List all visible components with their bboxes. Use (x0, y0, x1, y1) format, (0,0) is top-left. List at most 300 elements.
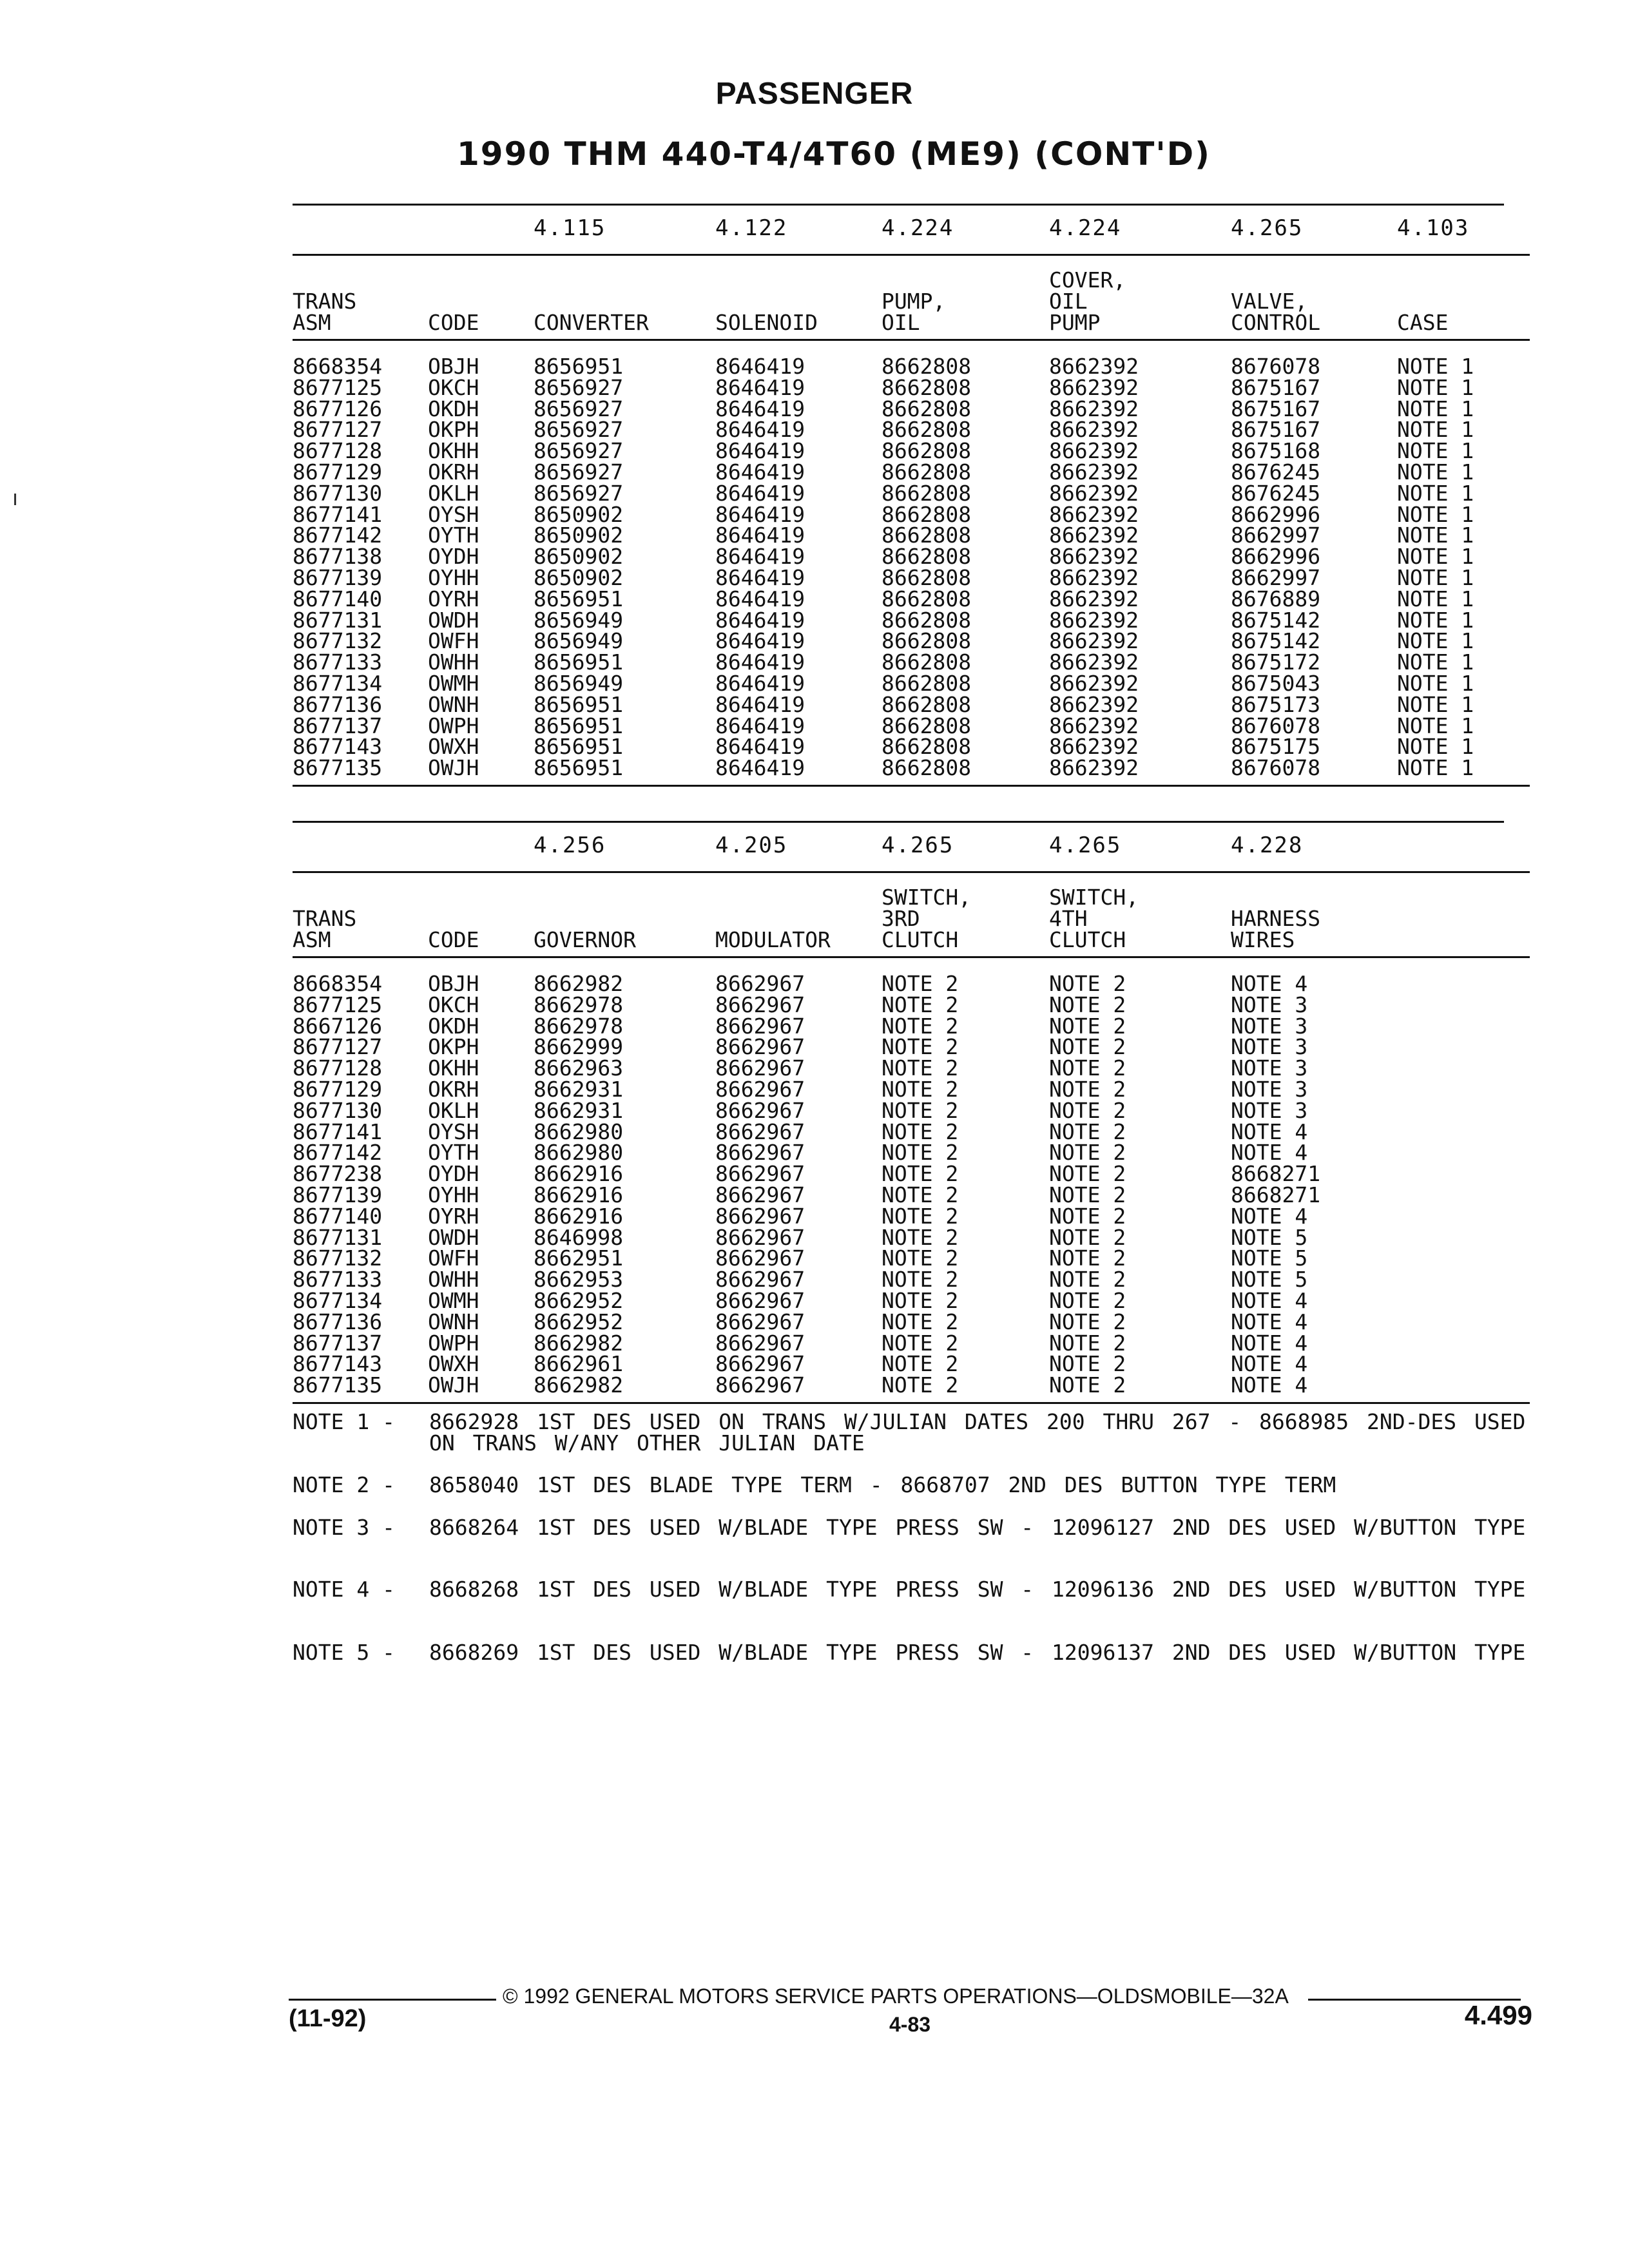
table-cell: 8662967 (715, 1014, 805, 1039)
table-cell: 8677140 (293, 1204, 383, 1229)
table-cell: 8650902 (534, 523, 624, 548)
table-cell: 8646419 (715, 544, 805, 569)
table-cell: 8662808 (882, 586, 972, 611)
column-header: CLUTCH (882, 927, 959, 952)
table-cell: NOTE 5 (1231, 1267, 1308, 1292)
table-cell: 8677143 (293, 1351, 383, 1376)
table-cell: 8675142 (1231, 608, 1321, 633)
table-cell: 8675172 (1231, 649, 1321, 675)
table-cell: OWNH (428, 1309, 479, 1334)
table-cell: 8646419 (715, 481, 805, 506)
table-cell: 8677129 (293, 1077, 383, 1102)
table-cell: NOTE 1 (1397, 649, 1474, 675)
table-cell: 8662967 (715, 1077, 805, 1102)
table-cell: 8662967 (715, 1331, 805, 1356)
table-cell: 8675142 (1231, 628, 1321, 653)
table-cell: NOTE 1 (1397, 628, 1474, 653)
table-cell: 8656927 (534, 375, 624, 400)
section-number-cell: 4.205 (715, 832, 788, 858)
table-cell: NOTE 2 (882, 1119, 959, 1144)
table-cell: 8662967 (715, 1372, 805, 1398)
table-cell: 8646419 (715, 713, 805, 738)
table-cell: 8676078 (1231, 713, 1321, 738)
table-cell: NOTE 2 (1049, 1204, 1126, 1229)
table-cell: NOTE 4 (1231, 1119, 1308, 1144)
table-cell: OKLH (428, 481, 479, 506)
footnote-label: NOTE 1 - (293, 1409, 395, 1434)
table-cell: NOTE 1 (1397, 755, 1474, 780)
table-rule (293, 1402, 1530, 1404)
table-cell: 8662392 (1049, 755, 1139, 780)
table-cell: 8662808 (882, 692, 972, 717)
table-cell: NOTE 2 (1049, 1140, 1126, 1165)
table-cell: 8646419 (715, 586, 805, 611)
table-cell: 8662392 (1049, 417, 1139, 442)
table-rule (293, 871, 1530, 873)
table-cell: NOTE 1 (1397, 459, 1474, 485)
table-cell: 8662967 (715, 992, 805, 1017)
table-cell: 8662392 (1049, 438, 1139, 463)
table-cell: 8677134 (293, 671, 383, 696)
table-cell: 8662392 (1049, 354, 1139, 379)
table-cell: 8662808 (882, 438, 972, 463)
table-cell: 8662808 (882, 713, 972, 738)
table-cell: NOTE 1 (1397, 692, 1474, 717)
table-cell: OWJH (428, 755, 479, 780)
table-cell: NOTE 1 (1397, 734, 1474, 759)
section-number-cell: 4.224 (882, 215, 954, 241)
table-cell: 8662982 (534, 1372, 624, 1398)
column-header: CODE (428, 927, 479, 952)
table-cell: 8662808 (882, 502, 972, 527)
table-cell: 8677134 (293, 1288, 383, 1313)
table-cell: NOTE 2 (882, 1098, 959, 1123)
footnote-text: 8658040 1ST DES BLADE TYPE TERM - 8668707 2ND DES BUTTON TYPE TERM (429, 1472, 1336, 1497)
table-cell: OWJH (428, 1372, 479, 1398)
table-cell: NOTE 2 (1049, 1245, 1126, 1271)
table-cell: 8676078 (1231, 755, 1321, 780)
table-cell: OWDH (428, 608, 479, 633)
table-cell: 8662916 (534, 1182, 624, 1207)
table-cell: 8662967 (715, 1309, 805, 1334)
table-cell: 8662967 (715, 1225, 805, 1250)
column-header: CLUTCH (1049, 927, 1126, 952)
table-cell: NOTE 2 (882, 1034, 959, 1059)
table-cell: 8662808 (882, 375, 972, 400)
table-cell: NOTE 2 (1049, 1225, 1126, 1250)
column-header: 4TH (1049, 906, 1088, 931)
table-cell: 8677143 (293, 734, 383, 759)
table-cell: 8646419 (715, 671, 805, 696)
table-cell: NOTE 2 (882, 971, 959, 996)
table-cell: OKDH (428, 1014, 479, 1039)
table-cell: 8677133 (293, 649, 383, 675)
table-cell: 8662967 (715, 971, 805, 996)
table-cell: 8662392 (1049, 586, 1139, 611)
table-cell: 8677129 (293, 459, 383, 485)
section-number-cell: 4.224 (1049, 215, 1122, 241)
table-cell: 8677141 (293, 1119, 383, 1144)
table-rule (293, 956, 1530, 958)
scan-mark (14, 494, 16, 505)
table-cell: OWPH (428, 713, 479, 738)
table-cell: 8662999 (534, 1034, 624, 1059)
column-header: SOLENOID (715, 310, 818, 335)
column-header: OIL (882, 310, 920, 335)
table-cell: 8667126 (293, 1014, 383, 1039)
table-cell: 8668271 (1231, 1182, 1321, 1207)
table-cell: 8677126 (293, 396, 383, 421)
table-cell: NOTE 2 (882, 1182, 959, 1207)
table-cell: 8675173 (1231, 692, 1321, 717)
table-cell: 8656951 (534, 692, 624, 717)
table-cell: 8677139 (293, 1182, 383, 1207)
table-cell: 8677142 (293, 1140, 383, 1165)
table-cell: 8677127 (293, 417, 383, 442)
footnote-text: 8668264 1ST DES USED W/BLADE TYPE PRESS SW - 12096127 2ND DES USED W/BUTTON TYPE (429, 1515, 1526, 1540)
table-cell: NOTE 2 (882, 1225, 959, 1250)
table-cell: NOTE 2 (1049, 1331, 1126, 1356)
table-cell: 8662392 (1049, 628, 1139, 653)
table-cell: 8662982 (534, 971, 624, 996)
table-cell: NOTE 1 (1397, 586, 1474, 611)
table-cell: 8676245 (1231, 481, 1321, 506)
section-number-cell: 4.122 (715, 215, 788, 241)
table-cell: 8677125 (293, 375, 383, 400)
table-cell: 8677142 (293, 523, 383, 548)
table-cell: 8662967 (715, 1098, 805, 1123)
table-cell: 8646419 (715, 608, 805, 633)
table-cell: 8675167 (1231, 417, 1321, 442)
table-cell: 8646419 (715, 628, 805, 653)
table-cell: OKRH (428, 459, 479, 485)
table-cell: 8656951 (534, 354, 624, 379)
table-cell: 8646419 (715, 502, 805, 527)
table-rule (293, 785, 1530, 787)
table-cell: 8662808 (882, 481, 972, 506)
table-cell: 8662808 (882, 734, 972, 759)
table-cell: NOTE 1 (1397, 671, 1474, 696)
table-cell: 8677132 (293, 1245, 383, 1271)
table-cell: NOTE 2 (1049, 1288, 1126, 1313)
table-cell: 8662392 (1049, 481, 1139, 506)
table-cell: 8662392 (1049, 375, 1139, 400)
table-cell: NOTE 1 (1397, 565, 1474, 590)
table-cell: NOTE 4 (1231, 1351, 1308, 1376)
table-cell: 8676078 (1231, 354, 1321, 379)
table-cell: 8650902 (534, 565, 624, 590)
table-cell: 8677137 (293, 713, 383, 738)
table-cell: OWNH (428, 692, 479, 717)
table-cell: 8675168 (1231, 438, 1321, 463)
table-cell: 8677139 (293, 565, 383, 590)
table-cell: 8662980 (534, 1119, 624, 1144)
table-cell: OKCH (428, 992, 479, 1017)
page-number: 4-83 (889, 2013, 931, 2036)
table-cell: 8677132 (293, 628, 383, 653)
table-cell: 8662967 (715, 1140, 805, 1165)
table-cell: OYRH (428, 586, 479, 611)
table-cell: 8656951 (534, 713, 624, 738)
column-header: VALVE, (1231, 289, 1308, 314)
table-cell: 8677136 (293, 1309, 383, 1334)
table-cell: NOTE 3 (1231, 1077, 1308, 1102)
table-cell: NOTE 4 (1231, 1372, 1308, 1398)
table-cell: NOTE 1 (1397, 375, 1474, 400)
table-cell: 8662963 (534, 1055, 624, 1081)
table-cell: 8662808 (882, 628, 972, 653)
table-cell: NOTE 1 (1397, 523, 1474, 548)
table-cell: 8662996 (1231, 544, 1321, 569)
table-cell: 8646419 (715, 755, 805, 780)
table-cell: OKHH (428, 1055, 479, 1081)
table-cell: NOTE 2 (1049, 1351, 1126, 1376)
section-number-cell: 4.115 (534, 215, 606, 241)
table-cell: 8662951 (534, 1245, 624, 1271)
footnote-text: 8668268 1ST DES USED W/BLADE TYPE PRESS SW - 12096136 2ND DES USED W/BUTTON TYPE (429, 1577, 1526, 1602)
table-cell: 8662952 (534, 1288, 624, 1313)
table-cell: 8662967 (715, 1119, 805, 1144)
table-cell: 8662392 (1049, 565, 1139, 590)
table-cell: 8662967 (715, 1204, 805, 1229)
table-cell: 8646419 (715, 459, 805, 485)
table-cell: 8646419 (715, 354, 805, 379)
table-cell: 8662808 (882, 396, 972, 421)
column-header: CASE (1397, 310, 1449, 335)
table-cell: 8656951 (534, 734, 624, 759)
table-cell: 8675043 (1231, 671, 1321, 696)
table-cell: 8662808 (882, 417, 972, 442)
footnote-text: 8668269 1ST DES USED W/BLADE TYPE PRESS SW - 12096137 2ND DES USED W/BUTTON TYPE (429, 1640, 1526, 1665)
section-number-cell: 4.265 (1231, 215, 1304, 241)
table-cell: 8662808 (882, 755, 972, 780)
table-cell: 8662392 (1049, 459, 1139, 485)
table-cell: NOTE 3 (1231, 1014, 1308, 1039)
table-cell: 8662997 (1231, 523, 1321, 548)
table-cell: 8662808 (882, 649, 972, 675)
column-header: ASM (293, 927, 331, 952)
footnote-label: NOTE 5 - (293, 1640, 395, 1665)
table-cell: NOTE 1 (1397, 481, 1474, 506)
table-cell: 8656927 (534, 417, 624, 442)
table-cell: NOTE 2 (882, 1055, 959, 1081)
table-cell: NOTE 4 (1231, 1140, 1308, 1165)
column-header: 3RD (882, 906, 920, 931)
table-cell: 8677127 (293, 1034, 383, 1059)
table-cell: 8668354 (293, 971, 383, 996)
table-cell: NOTE 4 (1231, 1309, 1308, 1334)
table-cell: NOTE 3 (1231, 992, 1308, 1017)
table-cell: 8677128 (293, 1055, 383, 1081)
table-cell: OBJH (428, 971, 479, 996)
table-cell: 8675175 (1231, 734, 1321, 759)
table-cell: OWMH (428, 1288, 479, 1313)
table-cell: 8656951 (534, 586, 624, 611)
table-cell: OWHH (428, 1267, 479, 1292)
table-cell: 8662392 (1049, 713, 1139, 738)
column-header: HARNESS (1231, 906, 1321, 931)
section-number-cell: 4.228 (1231, 832, 1304, 858)
column-header: OIL (1049, 289, 1088, 314)
table-cell: NOTE 5 (1231, 1225, 1308, 1250)
column-header: CONTROL (1231, 310, 1321, 335)
table-cell: 8662997 (1231, 565, 1321, 590)
table-cell: NOTE 2 (882, 1372, 959, 1398)
table-cell: NOTE 2 (882, 1288, 959, 1313)
footnote-text: 8662928 1ST DES USED ON TRANS W/JULIAN DATES 200 THRU 267 - 8668985 2ND-DES USED ON TRANS W/ANY OTHER JULIAN DATE (429, 1409, 1526, 1456)
table-cell: OYDH (428, 1161, 479, 1186)
column-header: TRANS (293, 289, 357, 314)
table-cell: 8668271 (1231, 1161, 1321, 1186)
table-cell: 8677140 (293, 586, 383, 611)
table-cell: NOTE 2 (882, 1077, 959, 1102)
page-subtitle: 1990 THM 440-T4/4T60 (ME9) (CONT'D) (457, 135, 1211, 173)
table-cell: OYSH (428, 1119, 479, 1144)
column-header: SWITCH, (882, 885, 972, 910)
section-number-cell: 4.265 (882, 832, 954, 858)
table-cell: NOTE 2 (882, 1140, 959, 1165)
table-cell: OWPH (428, 1331, 479, 1356)
footer-rule-left (289, 1999, 496, 2001)
table-cell: 8677131 (293, 608, 383, 633)
table-cell: 8662392 (1049, 396, 1139, 421)
column-header: ASM (293, 310, 331, 335)
table-cell: 8646419 (715, 396, 805, 421)
table-cell: OKPH (428, 1034, 479, 1059)
table-rule (293, 339, 1530, 341)
table-cell: NOTE 2 (882, 1267, 959, 1292)
table-cell: NOTE 1 (1397, 417, 1474, 442)
table-cell: NOTE 2 (1049, 1119, 1126, 1144)
table-cell: 8677131 (293, 1225, 383, 1250)
table-cell: 8662967 (715, 1288, 805, 1313)
table-cell: 8662982 (534, 1331, 624, 1356)
footnote-label: NOTE 3 - (293, 1515, 395, 1540)
table-cell: 8646998 (534, 1225, 624, 1250)
table-cell: OWMH (428, 671, 479, 696)
table-cell: NOTE 2 (1049, 1014, 1126, 1039)
table-cell: 8668354 (293, 354, 383, 379)
table-cell: 8677137 (293, 1331, 383, 1356)
column-header: SWITCH, (1049, 885, 1139, 910)
table-cell: NOTE 3 (1231, 1098, 1308, 1123)
column-header: PUMP (1049, 310, 1101, 335)
table-cell: OKCH (428, 375, 479, 400)
table-cell: 8662916 (534, 1204, 624, 1229)
table-cell: 8662952 (534, 1309, 624, 1334)
section-number: 4.499 (1464, 2000, 1532, 2030)
table-cell: 8662967 (715, 1034, 805, 1059)
table-rule (293, 254, 1530, 256)
table-rule (293, 821, 1504, 823)
section-number-cell: 4.265 (1049, 832, 1122, 858)
copyright-text: © 1992 GENERAL MOTORS SERVICE PARTS OPERATIONS—OLDSMOBILE—32A (503, 1984, 1289, 2008)
table-cell: NOTE 2 (1049, 1077, 1126, 1102)
table-cell: 8662392 (1049, 734, 1139, 759)
table-cell: 8662931 (534, 1077, 624, 1102)
table-cell: 8646419 (715, 523, 805, 548)
table-cell: 8677135 (293, 755, 383, 780)
table-cell: OKRH (428, 1077, 479, 1102)
column-header: MODULATOR (715, 927, 831, 952)
table-cell: 8656949 (534, 628, 624, 653)
table-cell: OYDH (428, 544, 479, 569)
column-header: WIRES (1231, 927, 1295, 952)
table-cell: NOTE 2 (1049, 992, 1126, 1017)
table-cell: 8677135 (293, 1372, 383, 1398)
table-cell: 8662967 (715, 1267, 805, 1292)
table-rule (293, 204, 1504, 206)
table-cell: 8662392 (1049, 544, 1139, 569)
table-cell: 8662808 (882, 608, 972, 633)
table-cell: NOTE 1 (1397, 396, 1474, 421)
table-cell: 8656951 (534, 755, 624, 780)
table-cell: NOTE 2 (1049, 1055, 1126, 1081)
table-cell: 8677133 (293, 1267, 383, 1292)
table-cell: 8662392 (1049, 671, 1139, 696)
table-cell: 8650902 (534, 502, 624, 527)
table-cell: NOTE 2 (1049, 1309, 1126, 1334)
column-header: GOVERNOR (534, 927, 636, 952)
table-cell: OYTH (428, 1140, 479, 1165)
table-cell: NOTE 1 (1397, 608, 1474, 633)
table-cell: 8650902 (534, 544, 624, 569)
table-cell: 8662808 (882, 459, 972, 485)
table-cell: NOTE 4 (1231, 1331, 1308, 1356)
parts-table-1 (293, 204, 1530, 796)
column-header: PUMP, (882, 289, 946, 314)
table-cell: NOTE 2 (882, 1245, 959, 1271)
table-cell: NOTE 2 (1049, 1034, 1126, 1059)
table-cell: 8677125 (293, 992, 383, 1017)
table-cell: 8662967 (715, 1351, 805, 1376)
date-code: (11-92) (289, 2005, 367, 2032)
table-cell: 8646419 (715, 565, 805, 590)
table-cell: NOTE 2 (882, 992, 959, 1017)
table-cell: NOTE 5 (1231, 1245, 1308, 1271)
table-cell: NOTE 2 (882, 1204, 959, 1229)
table-cell: 8662978 (534, 1014, 624, 1039)
table-cell: 8662392 (1049, 523, 1139, 548)
table-cell: 8656927 (534, 481, 624, 506)
table-cell: NOTE 3 (1231, 1034, 1308, 1059)
table-cell: 8656949 (534, 671, 624, 696)
table-cell: OWDH (428, 1225, 479, 1250)
table-cell: NOTE 4 (1231, 1288, 1308, 1313)
table-cell: OKLH (428, 1098, 479, 1123)
table-cell: OKPH (428, 417, 479, 442)
section-number-cell: 4.103 (1397, 215, 1470, 241)
table-cell: 8646419 (715, 692, 805, 717)
table-cell: OYHH (428, 565, 479, 590)
table-cell: 8662961 (534, 1351, 624, 1376)
table-cell: OWXH (428, 734, 479, 759)
table-cell: OWFH (428, 1245, 479, 1271)
table-cell: 8662980 (534, 1140, 624, 1165)
table-cell: NOTE 2 (1049, 1267, 1126, 1292)
table-cell: 8662967 (715, 1161, 805, 1186)
table-cell: NOTE 2 (882, 1309, 959, 1334)
table-cell: 8662996 (1231, 502, 1321, 527)
table-cell: OBJH (428, 354, 479, 379)
table-cell: NOTE 2 (882, 1331, 959, 1356)
table-cell: 8662916 (534, 1161, 624, 1186)
table-cell: 8662808 (882, 544, 972, 569)
table-cell: OWXH (428, 1351, 479, 1376)
table-cell: 8662392 (1049, 502, 1139, 527)
table-cell: 8646419 (715, 438, 805, 463)
table-cell: OYTH (428, 523, 479, 548)
